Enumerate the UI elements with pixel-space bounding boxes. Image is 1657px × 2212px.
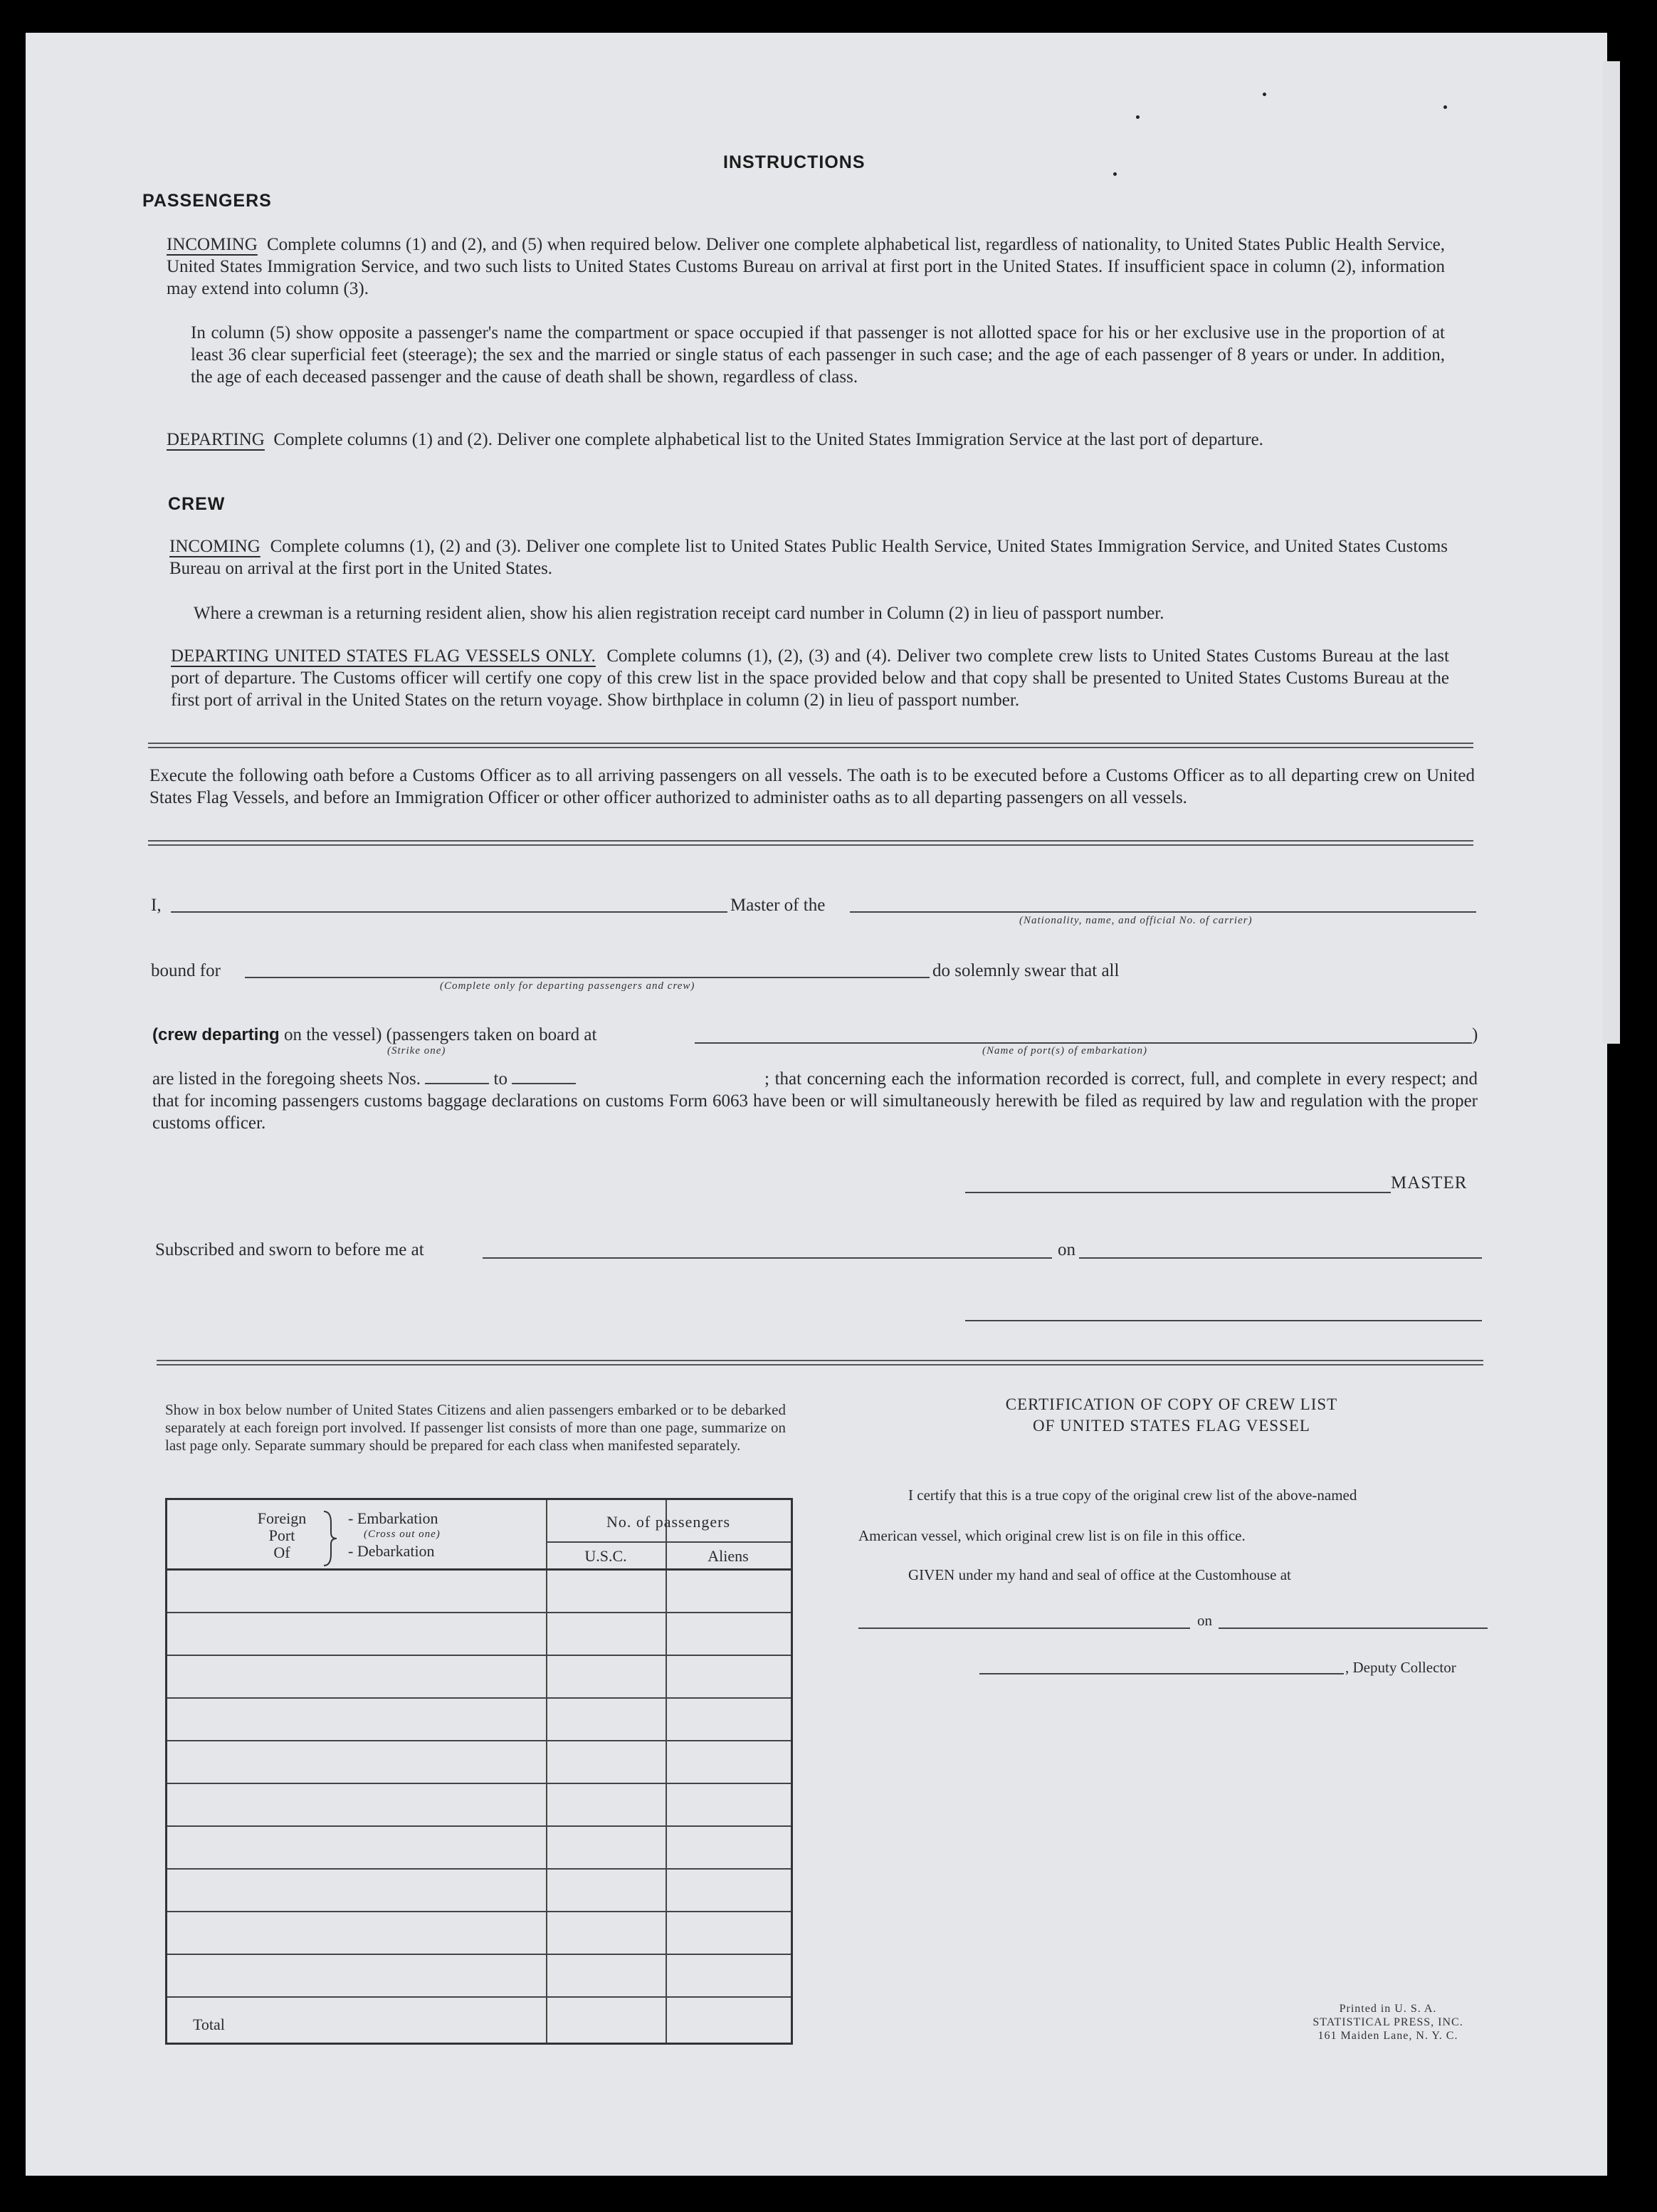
- of-label: Of: [273, 1543, 290, 1561]
- strike-one-line: [152, 1025, 596, 1045]
- table-header-rule: [167, 1568, 791, 1571]
- summary-note: Show in box below number of United States Citizens and alien passengers embarked or to be debarked separately at each foreign port involved. If passenger list consists of more than one page, summarize on last page only. Separate summary should be prepared for each class when manifested separately.: [165, 1401, 786, 1454]
- certification-title: [880, 1394, 1463, 1437]
- nationality-caption: (Nationality, name, and official No. of carrier): [1019, 915, 1253, 926]
- master-signature-field[interactable]: [965, 1176, 1391, 1193]
- table-row: [167, 1612, 791, 1613]
- oath-i-label: I,: [151, 896, 162, 915]
- close-paren: ): [1472, 1025, 1478, 1044]
- crew-heading: CREW: [168, 494, 226, 514]
- sworn-place-field[interactable]: [483, 1242, 1052, 1259]
- table-row: [167, 1825, 791, 1827]
- table-row: [167, 1868, 791, 1870]
- foreign-port-of-label: [250, 1510, 314, 1561]
- passengers-taken-option[interactable]: (passengers taken on board at: [386, 1025, 597, 1044]
- table-row: [167, 1996, 791, 1998]
- customhouse-field[interactable]: [858, 1613, 1190, 1629]
- passengers-departing-label: DEPARTING: [167, 430, 265, 449]
- table-divider: [546, 1500, 547, 2043]
- passengers-departing-text: Complete columns (1) and (2). Deliver one complete alphabetical list to the United States Immigration Service at the last port of departure.: [273, 430, 1263, 449]
- table-divider: [546, 1541, 791, 1543]
- total-label: Total: [193, 2016, 225, 2033]
- given-under-text: GIVEN under my hand and seal of office at the Customhouse at: [908, 1566, 1291, 1583]
- cross-out-caption: (Cross out one): [364, 1529, 441, 1540]
- foreign-label: Foreign: [257, 1509, 307, 1527]
- master-label: MASTER: [1391, 1173, 1468, 1193]
- embarkation-option[interactable]: - Embarkation: [348, 1509, 438, 1527]
- double-rule: [157, 1360, 1483, 1366]
- double-rule: [148, 743, 1473, 748]
- page-edge: [1603, 61, 1620, 1044]
- table-row: [167, 1697, 791, 1699]
- bound-for-label: bound for: [151, 961, 221, 980]
- listed-rest-text: ; that concerning each the information recorded is correct, full, and complete in every respect; and that for incoming passengers customs baggage declarations on customs Form 6063 have been or will simultaneously herewith be filed as required by law and regulation with the proper customs officer.: [152, 1069, 1478, 1133]
- speck: [1113, 172, 1117, 176]
- crew-incoming-label: INCOMING: [169, 537, 261, 556]
- usc-header: U.S.C.: [584, 1547, 627, 1565]
- imprint-line2: STATISTICAL PRESS, INC.: [1313, 2016, 1463, 2028]
- crew-incoming-block: [169, 535, 1448, 580]
- passengers-heading: PASSENGERS: [142, 191, 272, 211]
- crew-departing-label: DEPARTING UNITED STATES FLAG VESSELS ONLY.: [171, 646, 596, 666]
- imprint-line3: 161 Maiden Lane, N. Y. C.: [1317, 2030, 1458, 2042]
- table-divider: [666, 1500, 667, 2043]
- certification-title-line2: OF UNITED STATES FLAG VESSEL: [1033, 1417, 1310, 1435]
- deputy-collector-label: , Deputy Collector: [1345, 1659, 1456, 1676]
- speck: [1136, 115, 1140, 119]
- crew-departing-option[interactable]: (crew departing: [152, 1025, 280, 1044]
- table-row: [167, 1655, 791, 1656]
- certify-text-b: American vessel, which original crew list is on file in this office.: [858, 1527, 1246, 1544]
- speck: [1263, 93, 1266, 96]
- destination-field[interactable]: [245, 961, 930, 978]
- double-rule: [148, 840, 1473, 846]
- printer-imprint: [1253, 2002, 1523, 2043]
- on-the-vessel-text: on the vessel): [283, 1025, 382, 1044]
- sworn-date-field[interactable]: [1079, 1242, 1482, 1259]
- passengers-incoming-label: INCOMING: [167, 235, 258, 254]
- speck: [1443, 105, 1447, 109]
- table-row: [167, 1783, 791, 1784]
- subscribed-label: Subscribed and sworn to before me at: [155, 1240, 424, 1259]
- listed-start-text: are listed in the foregoing sheets Nos.: [152, 1069, 421, 1089]
- port-caption: (Name of port(s) of embarkation): [982, 1045, 1147, 1057]
- passengers-departing-block: [167, 429, 1445, 451]
- debarkation-option[interactable]: - Debarkation: [348, 1542, 435, 1560]
- table-row: [167, 1911, 791, 1912]
- deputy-signature-field[interactable]: [979, 1659, 1344, 1674]
- oath-intro: Execute the following oath before a Customs Officer as to all arriving passengers on all vessels. The oath is to be executed before a Customs Officer as to all departing crew on United States Flag Vessels, and before an Immigration Officer or other officer authorized to administer oaths as to all departing passengers on all vessels.: [149, 766, 1475, 807]
- passengers-incoming-block: [167, 234, 1445, 300]
- passengers-incoming-text: Complete columns (1) and (2), and (5) when required below. Deliver one complete alphabetical list, regardless of nationality, to United States Public Health Service, United States Immigration Service, and two such lists to United States Customs Bureau on arrival at first port in the United States. If insufficient space in column (2), information may extend into column (3).: [167, 235, 1446, 298]
- crew-incoming-text: Complete columns (1), (2) and (3). Deliver one complete list to United States Public Health Service, United States Immigration Service, and United States Customs Bureau on arrival at the first port in the United States.: [169, 537, 1448, 578]
- on-label: on: [1058, 1240, 1075, 1259]
- master-name-field[interactable]: [171, 896, 727, 913]
- brace-icon: [322, 1510, 338, 1567]
- instructions-title: INSTRUCTIONS: [723, 152, 866, 172]
- complete-only-caption: (Complete only for departing passengers and crew): [440, 980, 695, 992]
- cert-on-label: on: [1197, 1612, 1212, 1629]
- imprint-line1: Printed in U. S. A.: [1339, 2003, 1437, 2015]
- master-of-label: Master of the: [730, 896, 826, 915]
- certify-text-a: I certify that this is a true copy of the original crew list of the above-named: [908, 1487, 1357, 1504]
- passenger-summary-table: [165, 1498, 793, 2045]
- carrier-field[interactable]: [850, 896, 1476, 913]
- solemnly-swear-text: do solemnly swear that all: [932, 961, 1120, 980]
- crew-alien-text: Where a crewman is a returning resident alien, show his alien registration receipt card number in Column (2) in lieu of passport number.: [194, 604, 1164, 623]
- strike-one-caption: (Strike one): [387, 1045, 446, 1057]
- table-row: [167, 1740, 791, 1741]
- no-of-passengers-header: No. of passengers: [606, 1513, 731, 1531]
- listed-to-text: to: [493, 1069, 507, 1089]
- passengers-column5-text: In column (5) show opposite a passenger's name the compartment or space occupied if that passenger is not allotted space for his or her exclusive use in the proportion of at least 36 clear superficial feet (steerage); the sex and the married or single status of each passenger in such case; and the age of each passenger of 8 years or under. In addition, the age of each deceased passenger and the cause of death shall be shown, regardless of class.: [191, 323, 1445, 387]
- officer-signature-field[interactable]: [965, 1304, 1482, 1321]
- embarkation-port-field[interactable]: [695, 1027, 1472, 1044]
- aliens-header: Aliens: [707, 1547, 749, 1565]
- crew-departing-block: [171, 645, 1449, 711]
- cert-date-field[interactable]: [1219, 1613, 1488, 1629]
- table-row: [167, 1954, 791, 1955]
- certification-title-line1: CERTIFICATION OF COPY OF CREW LIST: [1005, 1395, 1338, 1413]
- crew-departing-text: Complete columns (1), (2), (3) and (4). Deliver two complete crew lists to United States Customs Bureau at the last port of departure. The Customs officer will certify one copy of this crew list in the space provided below and that copy shall be presented to United States Customs Bureau at the first port of arrival in the United States on the return voyage. Show birthplace in column (2) in lieu of passport number.: [171, 646, 1449, 710]
- port-label: Port: [268, 1526, 295, 1544]
